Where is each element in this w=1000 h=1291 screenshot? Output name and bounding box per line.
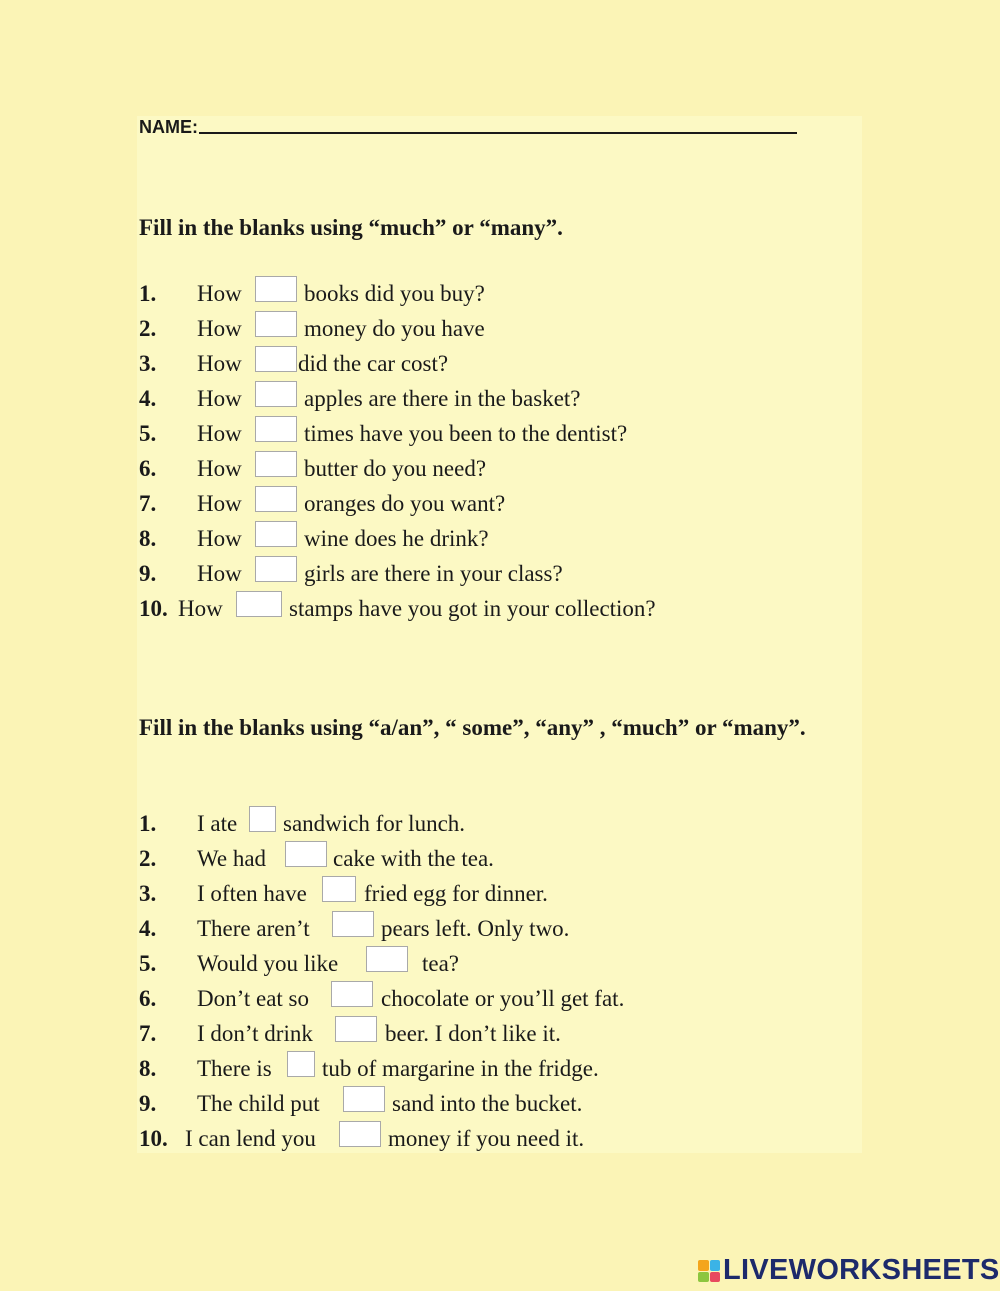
question-lead-text: We had: [197, 846, 267, 871]
question-number: 10.: [139, 596, 168, 621]
question-number: 4.: [139, 916, 157, 941]
question-tail-text: cake with the tea.: [333, 846, 494, 871]
question-tail-text: beer. I don’t like it.: [385, 1021, 561, 1046]
answer-input[interactable]: [287, 1051, 315, 1077]
question-number: 3.: [139, 351, 157, 376]
answer-input[interactable]: [255, 556, 297, 582]
answer-input[interactable]: [255, 311, 297, 337]
logo-square-icon: [710, 1272, 721, 1283]
answer-input[interactable]: [249, 806, 276, 832]
question-number: 1.: [139, 811, 157, 836]
answer-input[interactable]: [255, 451, 297, 477]
question-lead-text: There is: [197, 1056, 272, 1081]
question-lead-text: I often have: [197, 881, 307, 906]
question-number: 9.: [139, 1091, 157, 1116]
question-tail-text: money do you have: [304, 316, 485, 341]
question-number: 8.: [139, 1056, 157, 1081]
answer-input[interactable]: [335, 1016, 377, 1042]
question-lead-text: How: [197, 386, 242, 411]
question-lead-text: How: [197, 491, 242, 516]
question-lead-text: How: [197, 456, 242, 481]
question-number: 1.: [139, 281, 157, 306]
question-number: 4.: [139, 386, 157, 411]
question-tail-text: tub of margarine in the fridge.: [322, 1056, 599, 1081]
question-number: 2.: [139, 316, 157, 341]
question-tail-text: oranges do you want?: [304, 491, 506, 516]
question-lead-text: I can lend you: [185, 1126, 316, 1151]
answer-input[interactable]: [331, 981, 373, 1007]
logo-mark-icon: [698, 1260, 720, 1282]
answer-input[interactable]: [255, 416, 297, 442]
question-number: 7.: [139, 1021, 157, 1046]
question-tail-text: chocolate or you’ll get fat.: [381, 986, 625, 1011]
answer-input[interactable]: [255, 521, 297, 547]
question-tail-text: wine does he drink?: [304, 526, 489, 551]
question-lead-text: How: [178, 596, 223, 621]
question-tail-text: apples are there in the basket?: [304, 386, 581, 411]
answer-input[interactable]: [339, 1121, 381, 1147]
name-label: NAME:: [139, 117, 198, 137]
question-tail-text: sand into the bucket.: [392, 1091, 583, 1116]
question-number: 7.: [139, 491, 157, 516]
question-number: 3.: [139, 881, 157, 906]
logo-square-icon: [698, 1260, 709, 1271]
section2-instruction: Fill in the blanks using “a/an”, “ some”, “any” , “much” or “many”.: [139, 715, 806, 740]
question-tail-text: sandwich for lunch.: [283, 811, 466, 836]
question-lead-text: How: [197, 281, 242, 306]
logo-square-icon: [710, 1260, 721, 1271]
name-field: [139, 117, 797, 138]
question-tail-text: books did you buy?: [304, 281, 485, 306]
section1-instruction: Fill in the blanks using “much” or “many”.: [139, 215, 563, 240]
answer-input[interactable]: [236, 591, 282, 617]
logo-text: LIVEWORKSHEETS: [723, 1254, 1000, 1286]
question-tail-text: stamps have you got in your collection?: [289, 596, 656, 621]
name-underline: [199, 132, 797, 134]
question-lead-text: How: [197, 316, 242, 341]
question-tail-text: times have you been to the dentist?: [304, 421, 628, 446]
answer-input[interactable]: [285, 841, 327, 867]
question-lead-text: The child put: [197, 1091, 320, 1116]
answer-input[interactable]: [255, 346, 297, 372]
question-lead-text: How: [197, 351, 242, 376]
question-lead-text: How: [197, 561, 242, 586]
answer-input[interactable]: [343, 1086, 385, 1112]
question-number: 6.: [139, 456, 157, 481]
question-lead-text: Don’t eat so: [197, 986, 310, 1011]
question-tail-text: did the car cost?: [298, 351, 449, 376]
answer-input[interactable]: [255, 486, 297, 512]
question-number: 9.: [139, 561, 157, 586]
answer-input[interactable]: [255, 381, 297, 407]
answer-input[interactable]: [322, 876, 356, 902]
answer-input[interactable]: [366, 946, 408, 972]
question-lead-text: There aren’t: [197, 916, 310, 941]
question-tail-text: butter do you need?: [304, 456, 487, 481]
question-number: 5.: [139, 421, 157, 446]
question-lead-text: How: [197, 421, 242, 446]
answer-input[interactable]: [255, 276, 297, 302]
question-number: 5.: [139, 951, 157, 976]
logo-square-icon: [698, 1272, 709, 1283]
question-number: 10.: [139, 1126, 168, 1151]
question-tail-text: fried egg for dinner.: [364, 881, 548, 906]
question-lead-text: Would you like: [197, 951, 339, 976]
question-tail-text: tea?: [422, 951, 460, 976]
question-number: 8.: [139, 526, 157, 551]
question-tail-text: money if you need it.: [388, 1126, 585, 1151]
question-lead-text: I don’t drink: [197, 1021, 313, 1046]
question-lead-text: I ate: [197, 811, 238, 836]
question-lead-text: How: [197, 526, 242, 551]
question-tail-text: girls are there in your class?: [304, 561, 563, 586]
question-tail-text: pears left. Only two.: [381, 916, 570, 941]
question-number: 2.: [139, 846, 157, 871]
question-number: 6.: [139, 986, 157, 1011]
answer-input[interactable]: [332, 911, 374, 937]
